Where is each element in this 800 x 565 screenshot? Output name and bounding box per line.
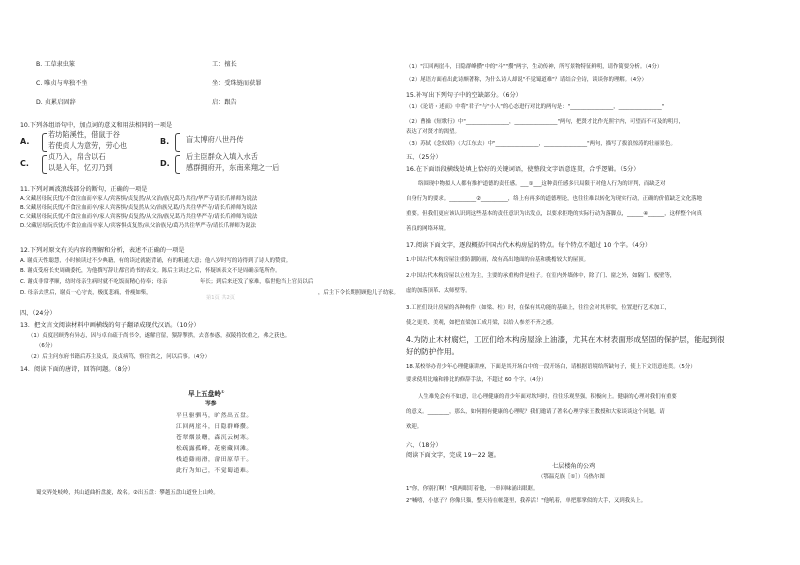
q13-sentence-1: （1）贞度居顾秀有异志，因与卓自疏于尚书令，遂解官留，猥辞掣拱，去喜参惑，叔陵将饮重之，弗之获也。 (28, 333, 291, 339)
section-4-heading: 四、（24分） (20, 310, 56, 317)
option-b-brace (175, 133, 180, 152)
question-14-stem: 14．阅读下面的唐诗，回答问题。（8分） (20, 366, 134, 373)
option-a-label: A. (20, 137, 30, 146)
q17-para-3-cont: 使之更美、美观，如把直梁加工成月梁，以给人参差不齐之感。 (406, 320, 557, 326)
q17-para-4: 4.为防止木材腐烂，工匠们给木构房屋涂上油漆，尤其在木材表面形成坚固的保护层，能起到很 (406, 335, 725, 344)
option-a-brace (42, 133, 47, 152)
option-c-brace (42, 155, 47, 174)
question-10-stem: 10.下列各组语句中，加点词的意义和用法相同的一项是 (20, 122, 173, 129)
story-title: 七层楼角的公鸡 (552, 463, 596, 470)
choice-d-explanation: 启：跟告 (212, 99, 237, 106)
q16-para-3: 重要。但我们更应该认识到这些基本的责任意识为出发点，以要求拒绝的实际行动为落脚点，______④______，这样整个向真 (406, 211, 702, 217)
poem-line-6: 此行为知己，不觉蜀道难。 (176, 468, 253, 474)
q18-requirement: 要求使用比喻和排比的修辞手法，不超过 60 个字。（4分） (406, 377, 547, 383)
option-c-label: C. (20, 159, 29, 168)
option-d-label: D. (160, 159, 170, 168)
q16-para-2: 自身行为的要求。__________②__________，络上有再多的道德理论，也往往难以转化为现实行动，正确的价值缺乏文化落地 (406, 196, 702, 202)
q14-sub-1: （1）"江回两崖斗，日隐群峰攒"中的"斗""攒"两字，生动传神，所写景物特征鲜明，请作简要分析。（4分） (406, 64, 663, 70)
q17-para-3: 3.工匠们设计房屋的各种构件（如梁、柱）时，在保有其功能的基础上，往往会对其形状，位置进行艺术加工， (406, 305, 670, 311)
option-c-line-1: 贞乃入，帛含以石 (48, 152, 106, 161)
q16-para-1: 络围现中物拟人人都有推护道德的责任感。___①___这种责任感多只局限于对他人行为的评判，而缺乏对 (418, 181, 666, 187)
q12-option-b: B. 谢贞受府长史周确委托，为他撰写辞让都官尚书的表文。陈后主读过之后，怀疑该表文不是周确亲笔所作。 (20, 268, 281, 274)
page-stamp: 第1页 共2页 (206, 295, 235, 301)
q17-para-4-cont: 好的防护作用。 (406, 347, 460, 356)
q12-option-d-tail: ，后主下令长期照顾他儿子幼家。 (318, 290, 399, 296)
poem-line-1: 平旦驱驷马，旷然出五盘。 (176, 413, 253, 419)
q11-option-c: C.父藏居母阮氏忧/不食泣血而卒/家人宾客惧/贞复然/从父治/族兄葛乃共往华严寺/请长爪禅师为说法 (20, 214, 258, 220)
option-c-line-2: 以是入年，忆刃乃到 (48, 163, 113, 172)
poem-line-5: 栈道谿雨滑，畲田原草干。 (176, 457, 253, 463)
q11-option-a: A.父藏居母阮氏忧/不食泣血而卒家人/宾客惧/贞复然/从父治/族兄葛乃共往/华严寺请长爪禅师为说法 (20, 196, 258, 202)
q15-item-3: （3）苏轼《念奴娇》（大江东去）中"________________，________________"两句，描写了拔浪惊涛的壮丽景色。 (406, 141, 676, 147)
q12-option-c: C. 谢贞非常孝顺，幼时母亲生病时就不吃饭而精心侍奉；母亲 (20, 279, 168, 285)
q11-option-d: D.父藏居母阮氏忧/不食泣血而卒家人/宾客惧贞复然/从父治族兄/葛乃共往华严寺/请长爪禅师为说法 (20, 223, 256, 229)
poem-line-2: 江回两崖斗，日隐群峰攒。 (176, 424, 253, 430)
option-a-line-1: 若坊陷溪性，借鼠于谷 (48, 130, 120, 139)
poem-line-4: 松疏露孤峰，花密藏回滩。 (176, 446, 253, 452)
q17-para-2-cont: 虚的加落顶革、太师壁等。 (406, 288, 471, 294)
section-6-heading: 六、（18分） (406, 442, 442, 449)
question-17-stem: 17.阅读下面文字，逐段概括中国古代木构房屋的特点。每个特点不超过 10 个字。（4分） (406, 242, 652, 249)
q15-item-2: （2）曹操《短歌行》中"________________，________________"两句，把贤才比作光照宇内，可望而不可及的明月， (406, 119, 684, 125)
option-d-line-1: 后主臣群众入填入水舌 (186, 152, 258, 161)
poem-line-3: 苍翠烟景曙，森沉云树寒。 (176, 435, 253, 441)
question-12-stem: 12.下列对原文有关内容的理解和分析，表述不正确的一项是 (20, 247, 185, 254)
poem-footnote: 蜀交界处岐岭，其山道曲折盘旋，故名。②出五盘：攀越五盘山道登上山岭。 (36, 490, 219, 496)
option-d-brace (175, 155, 180, 174)
q15-item-2-cont: 表达了对贤才的渴望。 (406, 129, 460, 135)
story-author: （鄂温克族［①］）乌热尔图 (538, 474, 605, 480)
question-13-stem: 13．把文言文阅读材料中画横线的句子翻译成现代汉语。（10分） (20, 322, 200, 329)
q13-sentence-1-score: （6分） (36, 343, 56, 349)
right-page (400, 0, 800, 565)
q18-para-1: 人生难免会有不如意，让心理健康的青少年面对坎坷时，往往乐观坚强，积极向上。健康的心理对我们有重要 (418, 394, 677, 400)
option-b-line-1: 盲太博府八世丹传 (186, 135, 244, 144)
q12-option-c-tail: 年长；到后来还发了家难，临世他当上官员以后 (200, 279, 314, 285)
q17-para-1: 1.中国古代木构房屋注重防潮防雨，故有高出地面的台基和挑檐较大的屋顶。 (406, 257, 590, 263)
story-paragraph-2: 2"喊嘻，小崽子？你像只猫，整天待在帐篷里，我养活！"他吼着，单把那掌似的大手，又到我头上。 (406, 498, 647, 504)
choice-b-explanation: 工：擅长 (212, 61, 237, 68)
q16-para-4: 善良的网络环境。 (406, 226, 450, 232)
section-6-instruction: 阅读下面文字，完成 19～22 题。 (406, 452, 500, 459)
question-18-stem: 18.某校举办青少年心理健康讲座，下面是其开场白中的一段开场白，请根据语境给所缺句子，使上下文语意连贯。（5分） (406, 364, 696, 370)
q14-sub-2: （2）尾语方面看出此诗颇著称，为什么诗人却说"不觉蜀道难"？请结合全诗，谈谈你的理解。（4分） (406, 77, 647, 83)
choice-b: B. 工草隶虫篆 (36, 61, 76, 68)
q12-option-a: A. 谢贞天性聪慧，小时候读过不少典籍，有的读过就能背诵，有的粗通大意；他八岁时写的诗得到了诗人的赞赏。 (20, 258, 292, 264)
story-paragraph-1: 1"你，你别打啊！"我两眼盯着他，一串回味涌出眼眶。 (406, 486, 539, 492)
q17-para-2: 2.中国古代木构房屋以立柱为主，主要的承重构件是柱子。在室内外墙体中，除了门、窗之外，如隔门、板壁等， (406, 273, 676, 279)
option-b-label: B. (160, 137, 170, 146)
question-15-stem: 15.补写出下列句子中的空缺部分。（6分） (406, 92, 522, 99)
option-d-line-2: 感群拥府开，东南来翔之一后 (186, 163, 280, 172)
q18-para-3: 欢迎。 (406, 424, 423, 430)
q13-sentence-2: （2）后主问东府书籍后苏主及贞，及贞病笃，察往省之，问以后事。（4分） (28, 354, 211, 360)
choice-c: C. 唯贞与卑独不坐 (36, 80, 88, 87)
choice-c-explanation: 坐：受珠链而获罪 (212, 80, 262, 87)
poem-author: 岑参 (205, 401, 217, 407)
choice-d: D. 贞累启固辞 (36, 99, 76, 106)
question-16-stem: 16.在下面语段横线处填上恰好的关键词语，使整段文字语意连贯，合乎逻辑。（5分） (406, 166, 640, 173)
q15-item-1: （1）《论语・述而》中将"君子"与"小人"的心态进行对比的两句是："________________，________________" (406, 104, 665, 110)
q12-option-d: D. 母亲去世后，谢贞一心守丧，极度悲痛，骨瘦如柴， (20, 290, 152, 296)
q18-para-2: 的意义。________，那么，如何拥有健康的心理呢？我们邀请了著名心理学家王教授和大家谈谈这个问题，请 (406, 409, 665, 415)
q11-option-b: B.父藏居母阮氏忧/不食泣血而卒/家人宾客惧/贞复然从父/治族兄葛/乃共往华严寺/请长爪禅师为说法 (20, 205, 258, 211)
option-a-line-2: 若使贞人为意劳，劳心也 (48, 141, 128, 150)
section-5-heading: 五、（25分） (406, 154, 442, 161)
question-11-stem: 11.下列对画波浪线部分的断句，正确的一项是 (20, 186, 148, 193)
poem-title: 早上五盘岭① (188, 389, 225, 399)
